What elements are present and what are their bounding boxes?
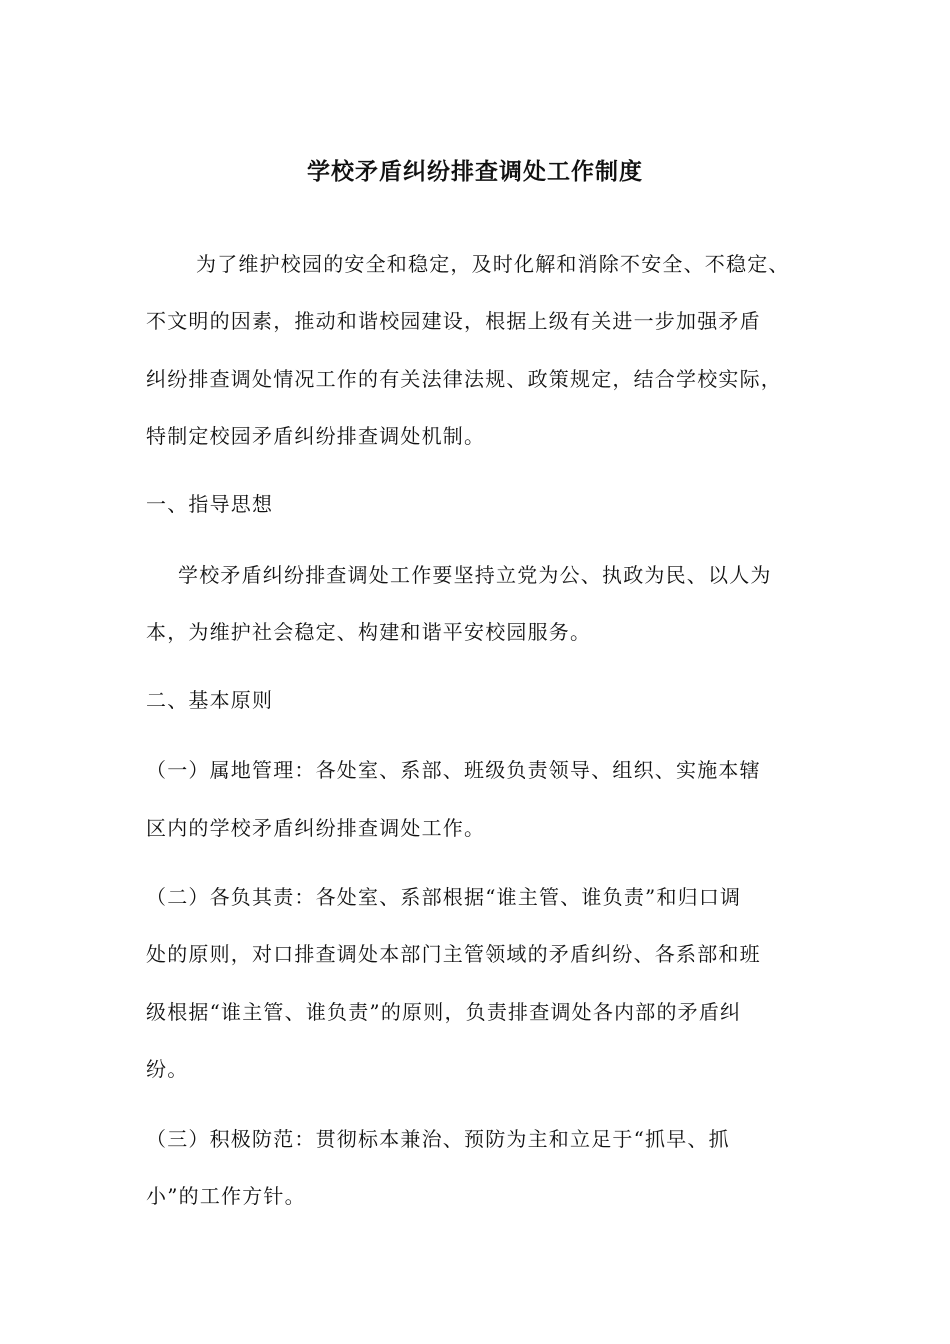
principle-2-line-3: 级根据“谁主管、谁负责”的原则，负责排查调处各内部的矛盾纠 [146, 1000, 742, 1024]
document-title: 学校矛盾纠纷排查调处工作制度 [307, 158, 643, 185]
intro-line-4: 特制定校园矛盾纠纷排查调处机制。 [146, 424, 486, 448]
section-heading-guiding-thought: 一、指导思想 [146, 492, 274, 516]
principle-1-line-2: 区内的学校矛盾纠纷排查调处工作。 [146, 816, 486, 840]
guiding-line-1: 学校矛盾纠纷排查调处工作要坚持立党为公、执政为民、以人为 [178, 563, 772, 587]
principle-2-line-1: （二）各负其责：各处室、系部根据“谁主管、谁负责”和归口调 [146, 885, 742, 909]
section-heading-basic-principles: 二、基本原则 [146, 688, 274, 712]
principle-1-line-1: （一）属地管理：各处室、系部、班级负责领导、组织、实施本辖 [146, 758, 761, 782]
principle-2-line-2: 处的原则，对口排查调处本部门主管领域的矛盾纠纷、各系部和班 [146, 942, 761, 966]
intro-line-3: 纠纷排查调处情况工作的有关法律法规、政策规定，结合学校实际， [146, 367, 782, 391]
intro-line-1: 为了维护校园的安全和稳定，及时化解和消除不安全、不稳定、 [196, 252, 790, 276]
intro-line-2: 不文明的因素，推动和谐校园建设，根据上级有关进一步加强矛盾 [146, 309, 761, 333]
guiding-line-2: 本，为维护社会稳定、构建和谐平安校园服务。 [146, 620, 592, 644]
principle-2-line-4: 纷。 [146, 1057, 189, 1081]
principle-3-line-2: 小”的工作方针。 [146, 1184, 306, 1208]
principle-3-line-1: （三）积极防范：贯彻标本兼治、预防为主和立足于“抓早、抓 [146, 1127, 730, 1151]
